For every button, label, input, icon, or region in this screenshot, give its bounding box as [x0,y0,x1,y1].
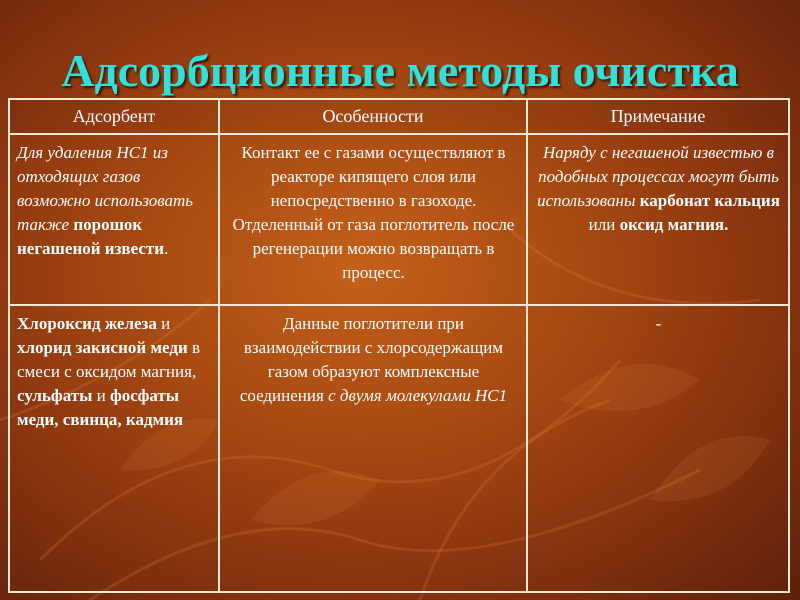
header-features: Особенности [219,99,527,134]
adsorbent-2-connector-2: и [96,386,106,405]
adsorbent-1-period: . [164,239,169,258]
adsorbent-2-bold-4: фосфаты меди, свинца, кадмия [17,386,184,429]
table-header-row [9,99,789,134]
cell-features-2 [219,305,527,592]
note-1-bold-2: оксид магния. [619,215,729,234]
adsorbents-table [8,98,790,593]
adsorbent-1-bold: порошок негашеной извести [17,215,165,258]
features-2-text: Данные поглотители при взаимодействии с хлорсодержащим газом образуют комплексные соединения [239,314,504,405]
cell-adsorbent-1 [9,134,219,305]
adsorbent-2-bold-1: Хлороксид железа [17,314,157,333]
cell-note-2 [527,305,789,592]
note-1-connector: или [588,215,616,234]
adsorbent-2-bold-2: хлорид закисной меди [17,338,188,357]
slide-title: Адсорбционные методы очистка [61,45,739,96]
header-adsorbent: Адсорбент [9,99,219,134]
features-2-italic: с двумя молекулами НС1 [328,386,508,405]
note-1-bold-1: карбонат кальция [639,191,780,210]
table-row [9,134,789,305]
cell-note-1 [527,134,789,305]
adsorbent-1-text: Для удаления НС1 из отходящих газов возможно использовать также [17,143,194,234]
table-row [9,305,789,592]
features-1-text: Контакт ее с газами осуществляют в реакторе кипящего слоя или непосредственно в газоходе. Отделенный от газа поглотитель после регенерации можно возвращать в процесс. [232,143,515,282]
adsorbent-2-connector-1: и [161,314,171,333]
cell-adsorbent-2 [9,305,219,592]
note-2-dash: - [655,314,662,333]
adsorbent-2-text: в смеси с оксидом магния, [17,338,201,381]
cell-features-1 [219,134,527,305]
header-note: Примечание [527,99,789,134]
adsorbent-2-bold-3: сульфаты [17,386,93,405]
note-1-text: Наряду с негашеной известью в подобных процессах могут быть использованы [537,143,779,210]
